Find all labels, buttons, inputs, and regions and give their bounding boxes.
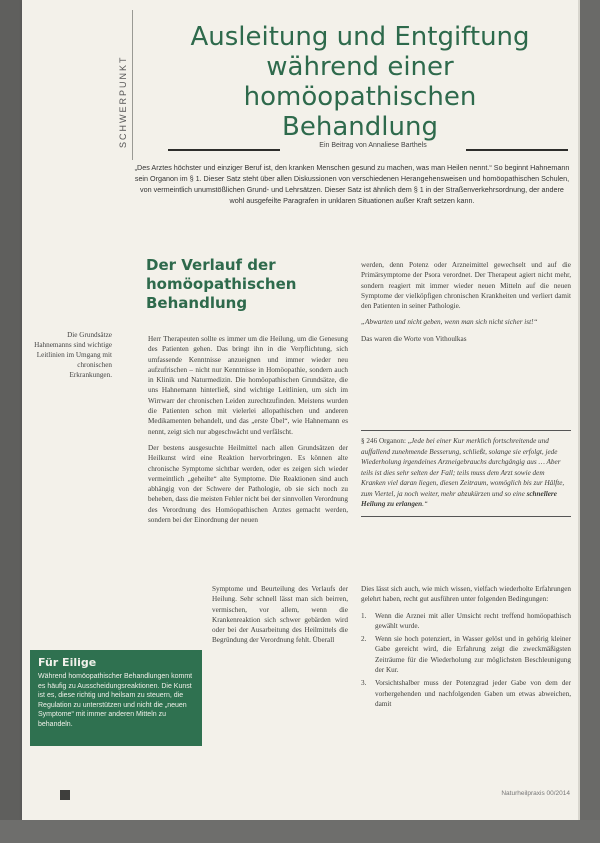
citation-prefix: § 246 Organon: „ <box>361 437 411 445</box>
paragraph: werden, denn Potenz oder Arzneimittel gewechselt und auf die Primärsymptome der Psora verordnet. Der Therapeut agiert nicht mehr, sondern reagiert mit immer wieder neuen Mitteln auf die neuen Symptome der vielköpfigen chronischen Krankheiten und verliert damit den Patienten in seiner Pathologie. <box>361 261 571 311</box>
margin-note: Die Grundsätze Hahnemanns sind wichtige Leitlinien im Umgang mit chronischen Erkrankungen. <box>34 331 112 379</box>
list-number: 3. <box>361 679 367 688</box>
column-2 <box>361 260 571 350</box>
conditions-list <box>361 611 571 710</box>
column-1-continued: Symptome und Beurteilung des Verlaufs der Heilung. Sehr schnell lässt man sich beirren, vermischen, vor allem, wenn die Krankenreaktion sich schwer gebärden wird oder bei der Ausarbeitung des Heilmittels die Begründung der Verordnung fehlt. Überall <box>212 585 348 645</box>
paragraph <box>148 443 348 525</box>
quote-attribution: Das waren die Worte von Vithoulkas <box>361 334 467 343</box>
paragraph: Herr Therapeuten sollte es immer um die Heilung, um die Genesung des Patienten gehen. Das bringt ihn in die Verpflichtung, sich umfassende Kenntnisse anzueignen und immer wieder neu aufzufrischen – nicht nur Kenntnisse in Homöopathie, sondern auch in Klinik und Naturmedizin. Die homöopathischen Grundsätze, die uns Hahnemann hinterließ, sind wichtige Leitlinien, um sich im Wirrwarr der chronischen Leiden zurechtzufinden. Meistens wurden die Patienten schon mit vielerlei allopathischen und anderen Medikamenten behandelt, und das „erste Übel“, wie Hahnemann es nennt, zeigt sich nur abgeschwächt und verfälscht. <box>148 335 348 436</box>
organon-citation <box>361 430 571 517</box>
background-right <box>580 0 600 843</box>
paragraph: Dies lässt sich auch, wie mich wissen, vielfach wiederholte Erfahrungen gelehrt haben, recht gut ausführen unter folgenden Bedingungen: <box>361 585 571 604</box>
summary-box <box>30 650 202 746</box>
paragraph-text: Der bestens ausgesuchte Heilmittel nach allen Grundsätzen der Heilkunst wird eine Reaktion hervorbringen. Es können alte chronische Symptome sichtbar werden, oder es zeigen sich wieder vermeintlich „geheilte“ alte Symptome. Die Reaktionen sind auch abhängig von der Schwere der Pathologie, ob sie sich noch zu beheben, dass die meisten Fehler nicht bei der sinnvollen Verordnung des <box>148 443 348 514</box>
background-bottom <box>0 820 600 843</box>
heading-line: Behandlung <box>146 294 248 312</box>
list-text: Vorsichtshalber muss der Potenzgrad jeder Gabe von dem der vorhergehenden und nachfolgenden Gaben um etwas abweichen, damit <box>375 679 571 708</box>
list-item <box>361 634 571 675</box>
citation-text: Jede bei einer Kur merklich fortschreitende und auffallend zunehmende Besserung, schließt, solange sie erfolgt, jede Wiederholung irgendeines Arzneigebrauchs durchgängig aus … Aber teils ist dies sehr selten der Fall; teils muss dem Arzt sowie dem Kranken viel daran liegen, diesen Zeitraum, womöglich bis zur Hälfte, zum Viertel, ja noch weiter, mehr abzukürzen und so eine <box>361 437 565 498</box>
page-marker-icon <box>60 790 70 800</box>
citation-end: .“ <box>422 500 428 508</box>
title-line: Ausleitung und Entgiftung <box>190 22 530 52</box>
footer-issue: Naturheilpraxis 00/2014 <box>501 790 570 797</box>
article-title <box>150 22 570 142</box>
quote: „Abwarten und nicht geben, wenn man sich nicht sicher ist!“ <box>361 318 538 327</box>
section-rubric: SCHWERPUNKT <box>118 55 128 148</box>
list-item <box>361 611 571 632</box>
title-line: Behandlung <box>282 112 438 142</box>
list-text: Wenn die Arznei mit aller Umsicht recht treffend homöopathisch gewählt wurde. <box>375 611 571 630</box>
list-number: 1. <box>361 611 367 620</box>
heading-line: Der Verlauf der <box>146 256 276 274</box>
byline: Ein Beitrag von Annaliese Barthels <box>319 142 427 149</box>
heading-line: homöopathischen <box>146 275 297 293</box>
list-text: Wenn sie hoch potenziert, in Wasser gelöst und in gehörig kleiner Gabe gereicht wird, die Erfahrung zeigt die zweckmäßigsten Zeiträume für die Wiederholung zur möglichsten Beschleunigung der Kur. <box>375 635 571 675</box>
byline-rule-right <box>466 149 568 151</box>
title-line: während einer homöopathischen <box>243 52 477 112</box>
vertical-divider <box>132 10 133 160</box>
column-2-lower <box>361 584 571 712</box>
list-number: 2. <box>361 635 367 644</box>
summary-text: Während homöopathischer Behandlungen kommt es häufig zu Ausscheidungsreaktionen. Die Kunst ist es, diese richtig und heilsam zu steuern, die Regulation zu unterstützen und nicht die „neuen Symptome“ mit immer anderen Mitteln zu behandeln. <box>38 673 193 728</box>
column-1 <box>148 334 348 531</box>
citation-emphasis: schnellere Heilung zu erlangen <box>361 489 557 508</box>
intro-paragraph: „Des Arztes höchster und einziger Beruf ist, den kranken Menschen gesund zu machen, was man Heilen nennt.“ So beginnt Hahnemann sein Organon im § 1. Dieser Satz steht über allen Diskussionen von verschiedenen Herangehensweisen und homöopathischen Schulen, von vermeintlich unumstößlichen Grund- und Lehrsätzen. Dieser Satz ist ähnlich dem § 1 in der Straßenverkehrsordnung, der andere wohl ausgefeilte Paragrafen in unklaren Situationen außer Kraft setzen kann. <box>134 163 570 205</box>
byline-rule-left <box>168 149 280 151</box>
section-heading <box>146 256 346 313</box>
list-item <box>361 678 571 709</box>
summary-heading: Für Eilige <box>38 656 97 669</box>
paragraph-text: Verordnung des Homöopathischen Arztes gemacht werden, sondern bei der Einordnung der neuen <box>148 505 348 525</box>
byline-block <box>168 142 568 156</box>
